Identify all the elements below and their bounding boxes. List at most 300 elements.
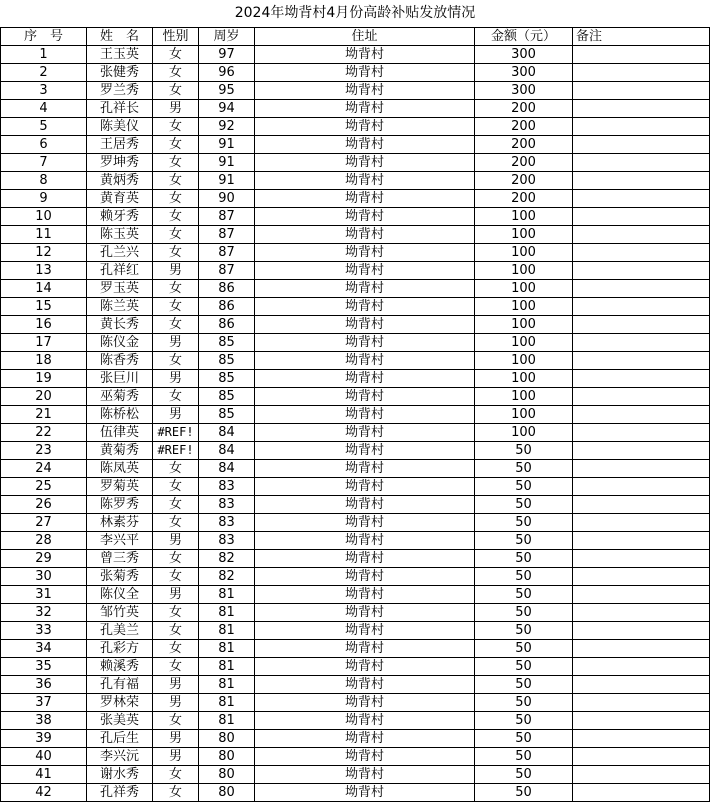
cell-index: 20 (1, 388, 87, 406)
cell-age: 82 (199, 550, 255, 568)
cell-amount: 50 (475, 640, 573, 658)
cell-amount: 100 (475, 352, 573, 370)
cell-amount: 50 (475, 766, 573, 784)
cell-address: 坳背村 (255, 316, 475, 334)
cell-index: 7 (1, 154, 87, 172)
cell-index: 19 (1, 370, 87, 388)
cell-amount: 200 (475, 172, 573, 190)
table-row (1, 244, 710, 262)
cell-age: 81 (199, 640, 255, 658)
cell-note (573, 334, 710, 352)
cell-index: 13 (1, 262, 87, 280)
cell-name: 张健秀 (87, 64, 153, 82)
cell-name: 曾三秀 (87, 550, 153, 568)
table-row (1, 730, 710, 748)
cell-age: 81 (199, 586, 255, 604)
table-row (1, 712, 710, 730)
cell-amount: 200 (475, 190, 573, 208)
cell-age: 85 (199, 370, 255, 388)
table-row (1, 784, 710, 802)
cell-index: 21 (1, 406, 87, 424)
cell-name: 陈兰英 (87, 298, 153, 316)
cell-amount: 50 (475, 586, 573, 604)
cell-index: 6 (1, 136, 87, 154)
cell-name: 黄菊秀 (87, 442, 153, 460)
cell-name: 张巨川 (87, 370, 153, 388)
cell-gender: 男 (153, 586, 199, 604)
table-row (1, 262, 710, 280)
cell-age: 83 (199, 496, 255, 514)
cell-gender: 女 (153, 622, 199, 640)
cell-gender: 女 (153, 280, 199, 298)
cell-address: 坳背村 (255, 442, 475, 460)
table-row (1, 496, 710, 514)
cell-address: 坳背村 (255, 784, 475, 802)
cell-address: 坳背村 (255, 226, 475, 244)
cell-age: 80 (199, 748, 255, 766)
cell-address: 坳背村 (255, 172, 475, 190)
cell-address: 坳背村 (255, 550, 475, 568)
cell-amount: 200 (475, 154, 573, 172)
cell-address: 坳背村 (255, 190, 475, 208)
cell-note (573, 586, 710, 604)
cell-name: 罗菊英 (87, 478, 153, 496)
cell-note (573, 604, 710, 622)
cell-note (573, 748, 710, 766)
cell-gender: 女 (153, 46, 199, 64)
table-row (1, 460, 710, 478)
cell-address: 坳背村 (255, 514, 475, 532)
cell-gender: 男 (153, 334, 199, 352)
cell-age: 87 (199, 244, 255, 262)
cell-note (573, 478, 710, 496)
cell-note (573, 226, 710, 244)
table-row (1, 82, 710, 100)
cell-address: 坳背村 (255, 748, 475, 766)
cell-name: 孔祥长 (87, 100, 153, 118)
table-row (1, 586, 710, 604)
cell-index: 33 (1, 622, 87, 640)
cell-age: 87 (199, 262, 255, 280)
table-row (1, 136, 710, 154)
cell-name: 陈罗秀 (87, 496, 153, 514)
cell-name: 黄育英 (87, 190, 153, 208)
cell-address: 坳背村 (255, 136, 475, 154)
cell-gender: 女 (153, 568, 199, 586)
cell-amount: 100 (475, 208, 573, 226)
cell-index: 18 (1, 352, 87, 370)
header-amount: 金额（元） (475, 28, 573, 46)
cell-index: 9 (1, 190, 87, 208)
cell-age: 86 (199, 280, 255, 298)
cell-note (573, 388, 710, 406)
cell-note (573, 568, 710, 586)
cell-address: 坳背村 (255, 604, 475, 622)
table-row (1, 46, 710, 64)
cell-note (573, 262, 710, 280)
cell-address: 坳背村 (255, 478, 475, 496)
cell-age: 81 (199, 658, 255, 676)
cell-age: 86 (199, 316, 255, 334)
cell-amount: 50 (475, 784, 573, 802)
cell-name: 陈凤英 (87, 460, 153, 478)
cell-gender: 女 (153, 658, 199, 676)
cell-index: 5 (1, 118, 87, 136)
cell-gender: 女 (153, 226, 199, 244)
cell-name: 张菊秀 (87, 568, 153, 586)
cell-index: 11 (1, 226, 87, 244)
cell-gender: #REF! (153, 424, 199, 442)
header-row (1, 28, 710, 46)
cell-name: 陈玉英 (87, 226, 153, 244)
cell-amount: 50 (475, 514, 573, 532)
cell-amount: 100 (475, 280, 573, 298)
cell-age: 92 (199, 118, 255, 136)
cell-index: 31 (1, 586, 87, 604)
cell-gender: 女 (153, 118, 199, 136)
cell-index: 26 (1, 496, 87, 514)
cell-name: 罗林荣 (87, 694, 153, 712)
table-row (1, 352, 710, 370)
cell-age: 83 (199, 532, 255, 550)
cell-age: 87 (199, 226, 255, 244)
cell-name: 赖溪秀 (87, 658, 153, 676)
cell-age: 83 (199, 514, 255, 532)
cell-index: 4 (1, 100, 87, 118)
cell-gender: 女 (153, 154, 199, 172)
cell-amount: 50 (475, 712, 573, 730)
cell-name: 邹竹英 (87, 604, 153, 622)
cell-index: 30 (1, 568, 87, 586)
cell-age: 81 (199, 712, 255, 730)
cell-note (573, 532, 710, 550)
cell-gender: 女 (153, 82, 199, 100)
cell-gender: 女 (153, 460, 199, 478)
cell-address: 坳背村 (255, 712, 475, 730)
cell-gender: 女 (153, 766, 199, 784)
cell-amount: 100 (475, 316, 573, 334)
cell-gender: 女 (153, 64, 199, 82)
cell-address: 坳背村 (255, 586, 475, 604)
cell-address: 坳背村 (255, 262, 475, 280)
cell-index: 37 (1, 694, 87, 712)
cell-gender: 女 (153, 298, 199, 316)
cell-gender: #REF! (153, 442, 199, 460)
cell-name: 孔祥红 (87, 262, 153, 280)
cell-name: 王玉英 (87, 46, 153, 64)
cell-address: 坳背村 (255, 208, 475, 226)
cell-gender: 女 (153, 640, 199, 658)
cell-name: 孔彩方 (87, 640, 153, 658)
table-row (1, 532, 710, 550)
cell-note (573, 172, 710, 190)
cell-note (573, 550, 710, 568)
cell-address: 坳背村 (255, 568, 475, 586)
cell-address: 坳背村 (255, 388, 475, 406)
subsidy-table (0, 27, 710, 802)
cell-gender: 女 (153, 478, 199, 496)
cell-note (573, 424, 710, 442)
cell-amount: 50 (475, 550, 573, 568)
cell-age: 86 (199, 298, 255, 316)
cell-note (573, 190, 710, 208)
table-row (1, 676, 710, 694)
cell-index: 36 (1, 676, 87, 694)
cell-age: 94 (199, 100, 255, 118)
cell-note (573, 622, 710, 640)
cell-note (573, 118, 710, 136)
cell-age: 81 (199, 604, 255, 622)
cell-amount: 50 (475, 532, 573, 550)
table-row (1, 280, 710, 298)
table-row (1, 226, 710, 244)
cell-index: 29 (1, 550, 87, 568)
cell-index: 12 (1, 244, 87, 262)
cell-age: 80 (199, 784, 255, 802)
cell-gender: 男 (153, 262, 199, 280)
table-row (1, 370, 710, 388)
cell-address: 坳背村 (255, 352, 475, 370)
cell-age: 87 (199, 208, 255, 226)
table-row (1, 334, 710, 352)
cell-amount: 100 (475, 262, 573, 280)
table-row (1, 154, 710, 172)
cell-note (573, 658, 710, 676)
cell-gender: 女 (153, 550, 199, 568)
table-row (1, 316, 710, 334)
cell-address: 坳背村 (255, 244, 475, 262)
table-row (1, 766, 710, 784)
cell-index: 38 (1, 712, 87, 730)
table-row (1, 514, 710, 532)
cell-note (573, 514, 710, 532)
cell-address: 坳背村 (255, 334, 475, 352)
table-row (1, 100, 710, 118)
cell-index: 24 (1, 460, 87, 478)
cell-amount: 200 (475, 118, 573, 136)
cell-note (573, 442, 710, 460)
cell-age: 83 (199, 478, 255, 496)
table-row (1, 568, 710, 586)
cell-gender: 女 (153, 712, 199, 730)
cell-amount: 50 (475, 442, 573, 460)
cell-index: 39 (1, 730, 87, 748)
cell-age: 81 (199, 694, 255, 712)
cell-amount: 300 (475, 82, 573, 100)
table-row (1, 190, 710, 208)
cell-note (573, 298, 710, 316)
cell-address: 坳背村 (255, 64, 475, 82)
cell-name: 巫菊秀 (87, 388, 153, 406)
header-note: 备注 (573, 28, 710, 46)
cell-gender: 男 (153, 694, 199, 712)
cell-address: 坳背村 (255, 46, 475, 64)
cell-age: 91 (199, 136, 255, 154)
cell-address: 坳背村 (255, 298, 475, 316)
cell-name: 林素芬 (87, 514, 153, 532)
cell-address: 坳背村 (255, 154, 475, 172)
cell-index: 14 (1, 280, 87, 298)
cell-name: 李兴沅 (87, 748, 153, 766)
cell-age: 80 (199, 766, 255, 784)
cell-note (573, 766, 710, 784)
cell-note (573, 280, 710, 298)
table-row (1, 640, 710, 658)
cell-index: 32 (1, 604, 87, 622)
cell-gender: 女 (153, 514, 199, 532)
cell-gender: 女 (153, 352, 199, 370)
cell-age: 90 (199, 190, 255, 208)
cell-name: 黄长秀 (87, 316, 153, 334)
cell-name: 伍律英 (87, 424, 153, 442)
table-row (1, 478, 710, 496)
cell-name: 谢水秀 (87, 766, 153, 784)
table-row (1, 298, 710, 316)
cell-age: 85 (199, 352, 255, 370)
cell-gender: 女 (153, 190, 199, 208)
header-name: 姓 名 (87, 28, 153, 46)
cell-address: 坳背村 (255, 118, 475, 136)
cell-name: 罗坤秀 (87, 154, 153, 172)
cell-index: 15 (1, 298, 87, 316)
cell-name: 李兴平 (87, 532, 153, 550)
cell-note (573, 136, 710, 154)
cell-name: 张美英 (87, 712, 153, 730)
cell-note (573, 784, 710, 802)
table-row (1, 442, 710, 460)
cell-address: 坳背村 (255, 460, 475, 478)
cell-amount: 300 (475, 46, 573, 64)
cell-gender: 男 (153, 406, 199, 424)
cell-name: 孔有福 (87, 676, 153, 694)
cell-address: 坳背村 (255, 532, 475, 550)
cell-note (573, 730, 710, 748)
cell-age: 97 (199, 46, 255, 64)
cell-amount: 100 (475, 334, 573, 352)
cell-gender: 男 (153, 730, 199, 748)
cell-index: 41 (1, 766, 87, 784)
table-row (1, 604, 710, 622)
table-row (1, 208, 710, 226)
cell-note (573, 370, 710, 388)
cell-note (573, 406, 710, 424)
cell-note (573, 64, 710, 82)
cell-address: 坳背村 (255, 694, 475, 712)
cell-gender: 男 (153, 748, 199, 766)
cell-name: 陈香秀 (87, 352, 153, 370)
cell-age: 81 (199, 622, 255, 640)
cell-note (573, 82, 710, 100)
cell-amount: 100 (475, 226, 573, 244)
cell-name: 孔美兰 (87, 622, 153, 640)
cell-address: 坳背村 (255, 658, 475, 676)
cell-address: 坳背村 (255, 280, 475, 298)
table-row (1, 406, 710, 424)
cell-age: 84 (199, 442, 255, 460)
cell-address: 坳背村 (255, 496, 475, 514)
cell-gender: 女 (153, 496, 199, 514)
cell-age: 84 (199, 460, 255, 478)
cell-note (573, 208, 710, 226)
cell-address: 坳背村 (255, 424, 475, 442)
cell-gender: 女 (153, 172, 199, 190)
cell-note (573, 460, 710, 478)
cell-name: 孔后生 (87, 730, 153, 748)
cell-gender: 女 (153, 784, 199, 802)
cell-amount: 200 (475, 136, 573, 154)
cell-amount: 50 (475, 676, 573, 694)
cell-age: 96 (199, 64, 255, 82)
cell-age: 85 (199, 406, 255, 424)
cell-gender: 女 (153, 136, 199, 154)
header-gender: 性别 (153, 28, 199, 46)
cell-index: 17 (1, 334, 87, 352)
cell-amount: 50 (475, 658, 573, 676)
cell-index: 35 (1, 658, 87, 676)
table-row (1, 748, 710, 766)
cell-amount: 50 (475, 748, 573, 766)
cell-age: 85 (199, 334, 255, 352)
cell-amount: 100 (475, 244, 573, 262)
cell-age: 91 (199, 172, 255, 190)
cell-note (573, 100, 710, 118)
cell-index: 42 (1, 784, 87, 802)
cell-note (573, 244, 710, 262)
cell-amount: 50 (475, 622, 573, 640)
cell-name: 罗玉英 (87, 280, 153, 298)
cell-note (573, 46, 710, 64)
cell-amount: 100 (475, 406, 573, 424)
cell-address: 坳背村 (255, 640, 475, 658)
cell-gender: 男 (153, 370, 199, 388)
cell-index: 16 (1, 316, 87, 334)
cell-gender: 女 (153, 388, 199, 406)
cell-age: 91 (199, 154, 255, 172)
cell-address: 坳背村 (255, 676, 475, 694)
table-row (1, 172, 710, 190)
cell-amount: 50 (475, 460, 573, 478)
table-row (1, 550, 710, 568)
cell-name: 陈桥松 (87, 406, 153, 424)
cell-note (573, 712, 710, 730)
cell-amount: 50 (475, 694, 573, 712)
cell-name: 黄炳秀 (87, 172, 153, 190)
cell-age: 80 (199, 730, 255, 748)
table-row (1, 658, 710, 676)
cell-amount: 50 (475, 604, 573, 622)
cell-name: 陈仪金 (87, 334, 153, 352)
cell-amount: 50 (475, 478, 573, 496)
cell-age: 82 (199, 568, 255, 586)
cell-age: 85 (199, 388, 255, 406)
page-title: 2024年坳背村4月份高龄补贴发放情况 (234, 5, 476, 21)
cell-note (573, 496, 710, 514)
cell-name: 王居秀 (87, 136, 153, 154)
cell-name: 孔兰兴 (87, 244, 153, 262)
cell-note (573, 154, 710, 172)
table-row (1, 424, 710, 442)
cell-gender: 男 (153, 532, 199, 550)
cell-index: 10 (1, 208, 87, 226)
cell-amount: 100 (475, 388, 573, 406)
cell-name: 罗兰秀 (87, 82, 153, 100)
cell-index: 1 (1, 46, 87, 64)
cell-index: 22 (1, 424, 87, 442)
header-index: 序 号 (1, 28, 87, 46)
cell-amount: 50 (475, 730, 573, 748)
cell-address: 坳背村 (255, 766, 475, 784)
cell-amount: 300 (475, 64, 573, 82)
